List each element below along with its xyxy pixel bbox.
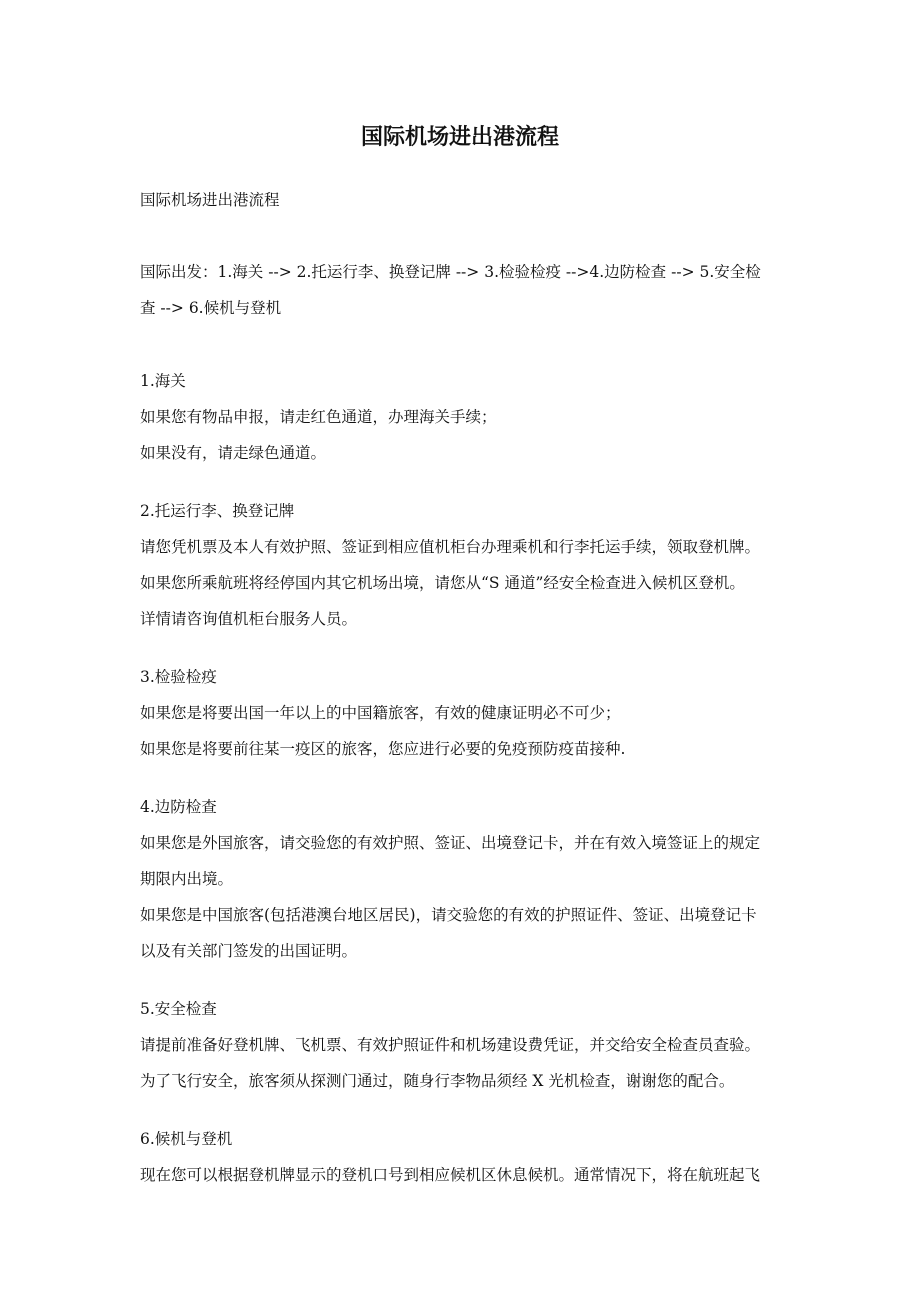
section-line: 期限内出境。 — [140, 870, 234, 888]
section-line: 如果您有物品申报，请走红色通道，办理海关手续； — [140, 408, 497, 426]
section-heading: 5.安全检查 — [140, 1000, 217, 1018]
content — [140, 254, 761, 1193]
section — [140, 991, 761, 1099]
section-line: 如果没有，请走绿色通道。 — [140, 444, 327, 462]
section-line: 如果您是将要前往某一疫区的旅客，您应进行必要的免疫预防疫苗接种. — [140, 740, 626, 758]
section-line: 如果您是中国旅客(包括港澳台地区居民)，请交验您的有效的护照证件、签证、出境登记卡 — [140, 906, 757, 924]
subtitle: 国际机场进出港流程 — [140, 191, 280, 209]
section — [140, 363, 761, 471]
section-line: 为了飞行安全，旅客须从探测门通过，随身行李物品须经 X 光机检查，谢谢您的配合。 — [140, 1072, 735, 1090]
section-line: 如果您是外国旅客，请交验您的有效护照、签证、出境登记卡，并在有效入境签证上的规定 — [140, 834, 761, 852]
section-line: 如果您是将要出国一年以上的中国籍旅客，有效的健康证明必不可少； — [140, 704, 621, 722]
section-line: 请您凭机票及本人有效护照、签证到相应值机柜台办理乘机和行李托运手续，领取登机牌。 — [140, 538, 761, 556]
section-line: 请提前准备好登机牌、飞机票、有效护照证件和机场建设费凭证，并交给安全检查员查验。 — [140, 1036, 761, 1054]
section — [140, 789, 761, 969]
section-line: 详情请咨询值机柜台服务人员。 — [140, 610, 358, 628]
section-line: 如果您所乘航班将经停国内其它机场出境，请您从“S 通道”经安全检查进入候机区登机。 — [140, 574, 745, 592]
section-heading: 3.检验检疫 — [140, 668, 217, 686]
section-line: 现在您可以根据登机牌显示的登机口号到相应候机区休息候机。通常情况下，将在航班起飞 — [140, 1166, 761, 1184]
section-heading: 2.托运行李、换登记牌 — [140, 502, 295, 520]
overview — [140, 254, 761, 326]
section — [140, 1121, 761, 1193]
section-heading: 6.候机与登机 — [140, 1130, 233, 1148]
section-heading: 4.边防检查 — [140, 798, 217, 816]
section-line: 以及有关部门签发的出国证明。 — [140, 942, 358, 960]
document-title: 国际机场进出港流程 — [360, 124, 559, 150]
section — [140, 493, 761, 637]
overview-line: 查 --> 6.候机与登机 — [140, 299, 282, 317]
overview-line: 国际出发：1.海关 --> 2.托运行李、换登记牌 --> 3.检验检疫 -->4.边防检查 --> 5.安全检 — [140, 263, 761, 281]
section — [140, 659, 761, 767]
section-heading: 1.海关 — [140, 372, 186, 390]
